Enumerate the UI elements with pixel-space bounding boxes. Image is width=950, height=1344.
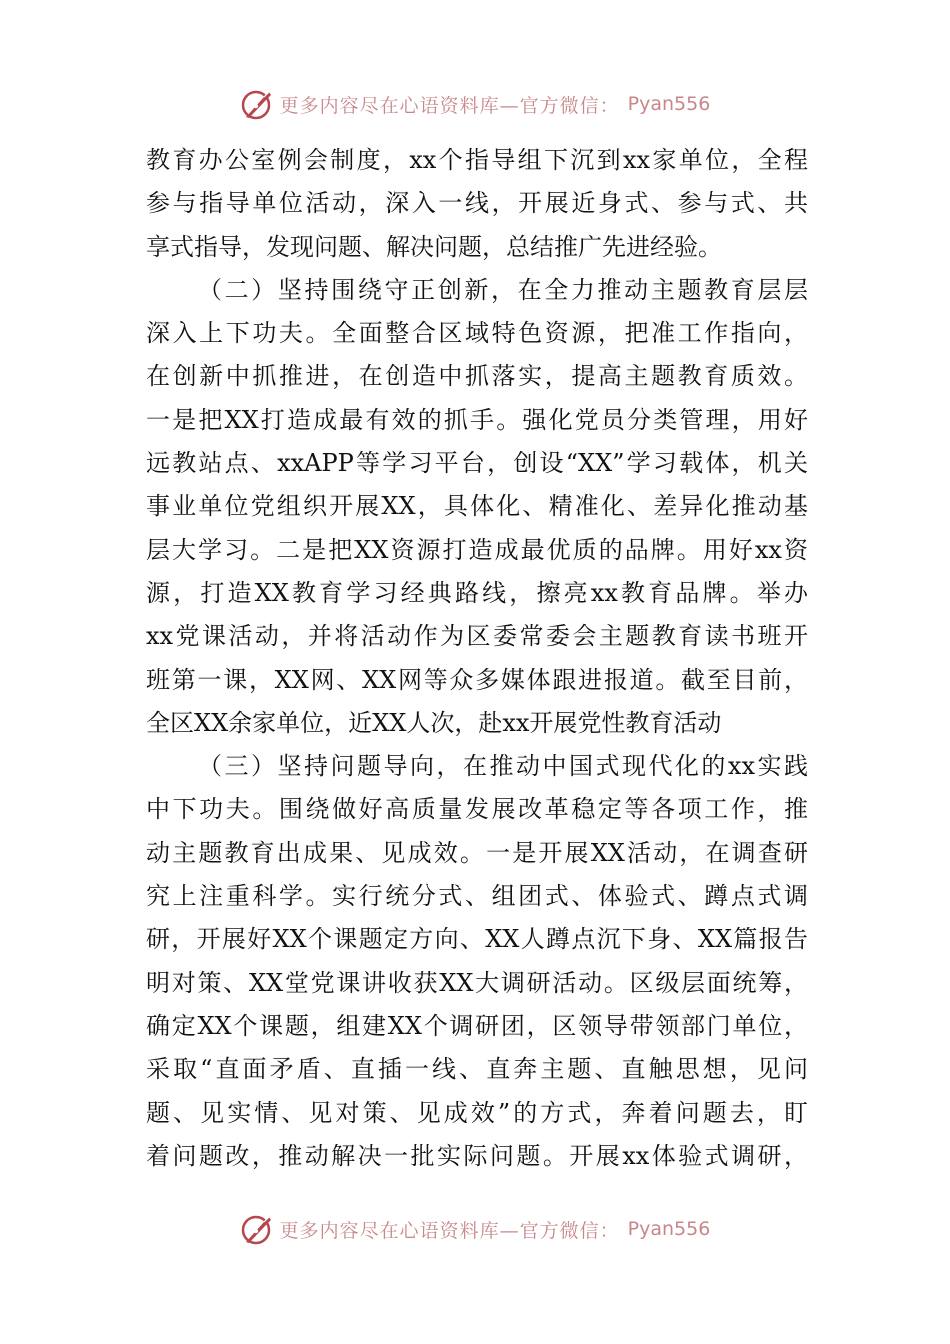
watermark-group: [240, 1212, 711, 1246]
text-line: 着问题改，推动解决一批实际问题。开展xx体验式调研，: [146, 1141, 808, 1170]
watermark-group: [240, 87, 711, 121]
text-line: 采取“直面矛盾、直插一线、直奔主题、直触思想，见问: [146, 1055, 808, 1084]
footer-watermark: [0, 1209, 950, 1249]
text-line: 动主题教育出成果、见成效。一是开展XX活动，在调查研: [146, 838, 808, 867]
text-line: 事业单位党组织开展XX，具体化、精准化、差异化推动基: [146, 492, 808, 521]
text-line: 确定XX个课题，组建XX个调研团，区领导带领部门单位，: [146, 1011, 808, 1040]
document-body: [146, 139, 808, 1178]
header-watermark: [0, 84, 950, 124]
watermark-text: 更多内容尽在心语资料库—官方微信：: [279, 1219, 620, 1242]
text-line: 一是把XX打造成最有效的抓手。强化党员分类管理，用好: [146, 405, 808, 434]
watermark-wechat-id: Pyan556: [627, 93, 711, 115]
text-line: 教育办公室例会制度，xx个指导组下沉到xx家单位，全程: [146, 146, 808, 174]
text-line: 参与指导单位活动，深入一线，开展近身式、参与式、共: [146, 189, 808, 218]
text-line: 享式指导，发现问题、解决问题，总结推广先进经验。: [146, 232, 722, 261]
text-line: 题、见实情、见对策、见成效”的方式，奔着问题去，盯: [146, 1098, 808, 1127]
text-line: 究上注重科学。实行统分式、组团式、体验式、蹲点式调: [146, 882, 808, 911]
paragraph-heading-3: （三）坚持问题导向，在推动中国式现代化的xx实践: [198, 752, 808, 781]
paragraph-heading-2: （二）坚持围绕守正创新，在全力推动主题教育层层: [198, 275, 808, 304]
pen-nib-circle-icon: [240, 1212, 274, 1246]
text-line: 明对策、XX堂党课讲收获XX大调研活动。区级层面统筹，: [146, 968, 808, 997]
watermark-text: 更多内容尽在心语资料库—官方微信：: [279, 94, 620, 117]
text-line: xx党课活动，并将活动作为区委常委会主题教育读书班开: [146, 622, 808, 651]
pen-nib-circle-icon: [240, 87, 274, 121]
text-line: 深入上下功夫。全面整合区域特色资源，把准工作指向，: [146, 319, 808, 348]
text-line: 全区XX余家单位，近XX人次，赴xx开展党性教育活动: [146, 708, 722, 737]
text-line: 远教站点、xxAPP等学习平台，创设“XX”学习载体，机关: [146, 449, 808, 478]
text-line: 研，开展好XX个课题定方向、XX人蹲点沉下身、XX篇报告: [146, 925, 808, 954]
text-line: 中下功夫。围绕做好高质量发展改革稳定等各项工作，推: [146, 795, 808, 824]
text-line: 层大学习。二是把XX资源打造成最优质的品牌。用好xx资: [146, 535, 808, 564]
text-line: 源，打造XX教育学习经典路线，擦亮xx教育品牌。举办: [146, 578, 808, 607]
watermark-wechat-id: Pyan556: [627, 1218, 711, 1240]
text-line: 班第一课，XX网、XX网等众多媒体跟进报道。截至目前，: [146, 665, 808, 694]
text-line: 在创新中抓推进，在创造中抓落实，提高主题教育质效。: [146, 362, 808, 391]
